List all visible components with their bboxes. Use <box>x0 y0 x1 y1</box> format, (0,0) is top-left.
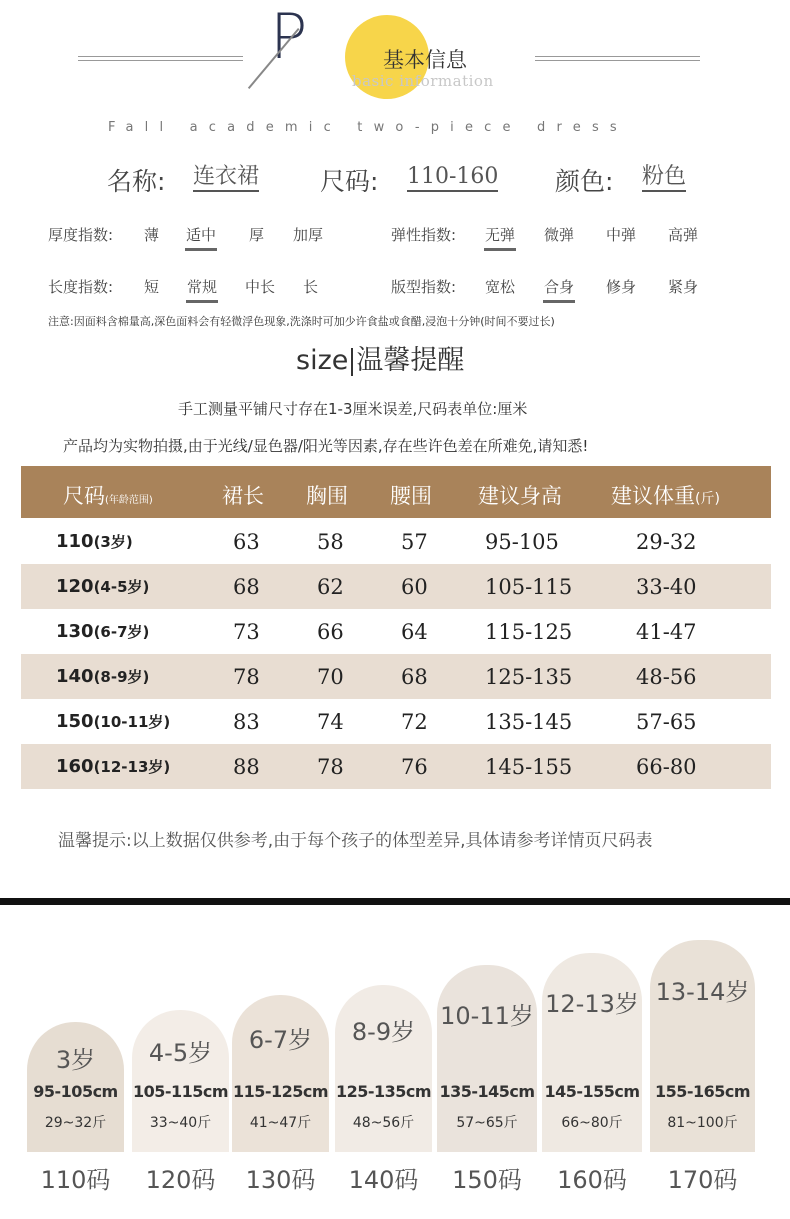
cell-height: 95-105 <box>485 530 559 554</box>
size-section-title <box>296 338 464 377</box>
cell-waist: 64 <box>401 620 428 644</box>
cell-waist: 60 <box>401 575 428 599</box>
size-card-height: 105-115cm <box>132 1082 229 1101</box>
cell-waist: 68 <box>401 665 428 689</box>
size-card-age: 3岁 <box>55 1046 96 1074</box>
cell-chest: 74 <box>317 710 344 734</box>
cell-size: 150(10-11岁) <box>56 711 171 732</box>
header-badge-letter: P <box>270 0 308 73</box>
cell-weight: 48-56 <box>636 665 697 689</box>
elasticity-label: 弹性指数: <box>391 226 457 244</box>
cell-length: 73 <box>233 620 260 644</box>
cell-waist: 76 <box>401 755 428 779</box>
size-card-age: 13-14岁 <box>655 978 750 1006</box>
thickness-option: 薄 <box>144 226 160 244</box>
color-label: 颜色: <box>555 167 614 196</box>
th-size-label: 尺码 <box>63 484 105 508</box>
cell-weight: 57-65 <box>636 710 697 734</box>
cell-weight: 41-47 <box>636 620 697 644</box>
cell-weight: 66-80 <box>636 755 697 779</box>
th-length: 裙长 <box>222 484 264 508</box>
cell-size: 160(12-13岁) <box>56 756 171 777</box>
size-value: 110-160 <box>407 164 498 192</box>
th-weight-unit: (斤) <box>695 491 720 507</box>
elasticity-option: 微弹 <box>544 226 575 244</box>
color-value: 粉色 <box>642 164 686 192</box>
cell-size: 120(4-5岁) <box>56 576 150 597</box>
size-card-height: 115-125cm <box>232 1082 329 1101</box>
size-card-weight: 29~32斤 <box>44 1115 107 1131</box>
cell-size: 130(6-7岁) <box>56 621 150 642</box>
cell-length: 83 <box>233 710 260 734</box>
cell-weight: 29-32 <box>636 530 697 554</box>
header-title-cn: 基本信息 <box>383 48 467 72</box>
cell-length: 88 <box>233 755 260 779</box>
size-card-size: 130码 <box>245 1166 316 1194</box>
cell-chest: 70 <box>317 665 344 689</box>
fit-option: 紧身 <box>668 278 699 296</box>
header-right-rule <box>535 56 700 61</box>
size-card-weight: 48~56斤 <box>352 1115 415 1131</box>
length-label: 长度指数: <box>48 278 114 296</box>
warm-tip: 温馨提示:以上数据仅供参考,由于每个孩子的体型差异,具体请参考详情页尺码表 <box>58 831 653 851</box>
thickness-option: 加厚 <box>293 226 324 244</box>
cell-waist: 57 <box>401 530 428 554</box>
name-value: 连衣裙 <box>193 164 259 192</box>
size-title-a: size <box>296 345 349 376</box>
size-card-height: 95-105cm <box>33 1082 118 1101</box>
cell-height: 125-135 <box>485 665 573 689</box>
elasticity-option: 中弹 <box>606 226 637 244</box>
size-title-b: 温馨提醒 <box>356 345 465 376</box>
th-size-sub: (年龄范围) <box>105 495 153 506</box>
cell-chest: 78 <box>317 755 344 779</box>
size-card-weight: 81~100斤 <box>667 1115 738 1131</box>
measure-note: 手工测量平铺尺寸存在1-3厘米误差,尺码表单位:厘米 <box>178 400 528 418</box>
cell-height: 135-145 <box>485 710 573 734</box>
size-card-size: 120码 <box>145 1166 216 1194</box>
fit-option: 宽松 <box>485 278 516 296</box>
cell-weight: 33-40 <box>636 575 697 599</box>
th-waist: 腰围 <box>390 484 432 508</box>
length-option: 短 <box>144 278 160 296</box>
length-option: 中长 <box>245 278 276 296</box>
section-divider <box>0 898 790 905</box>
size-card-size: 140码 <box>348 1166 419 1194</box>
length-option-selected: 常规 <box>186 276 218 303</box>
cell-size: 140(8-9岁) <box>56 666 150 687</box>
cell-height: 105-115 <box>485 575 573 599</box>
cell-height: 115-125 <box>485 620 573 644</box>
size-title-divider <box>351 348 353 376</box>
size-card-age: 4-5岁 <box>148 1039 213 1067</box>
th-weight <box>611 480 720 510</box>
fit-option: 修身 <box>606 278 637 296</box>
cell-height: 145-155 <box>485 755 573 779</box>
cell-length: 78 <box>233 665 260 689</box>
header-left-rule <box>78 56 243 61</box>
size-card-weight: 57~65斤 <box>456 1115 518 1131</box>
size-card-size: 150码 <box>452 1166 522 1194</box>
size-card-age: 8-9岁 <box>351 1018 416 1046</box>
size-card-height: 155-165cm <box>654 1082 751 1101</box>
size-card-weight: 33~40斤 <box>149 1115 212 1131</box>
th-height: 建议身高 <box>478 484 562 508</box>
th-chest: 胸围 <box>306 484 348 508</box>
size-card-height: 145-155cm <box>544 1082 640 1101</box>
photo-note: 产品均为实物拍摄,由于光线/显色器/阳光等因素,存在些许色差在所难免,请知悉! <box>63 437 589 455</box>
size-card-size: 110码 <box>40 1166 111 1194</box>
cell-length: 63 <box>233 530 260 554</box>
elasticity-option-selected: 无弹 <box>484 224 516 251</box>
thickness-option: 厚 <box>249 226 265 244</box>
cell-size: 110(3岁) <box>56 531 133 552</box>
length-option: 长 <box>303 278 319 296</box>
name-label: 名称: <box>107 167 166 196</box>
fit-label: 版型指数: <box>391 278 457 296</box>
th-weight-label: 建议体重 <box>611 484 695 508</box>
size-card-age: 10-11岁 <box>440 1002 534 1030</box>
size-card-height: 125-135cm <box>335 1082 432 1101</box>
cell-length: 68 <box>233 575 260 599</box>
size-card-weight: 66~80斤 <box>561 1115 623 1131</box>
cell-chest: 66 <box>317 620 344 644</box>
washing-note: 注意:因面料含棉量高,深色面料会有轻微浮色现象,洗涤时可加少许食盐或食醋,浸泡十分钟(时间不要过长) <box>48 315 555 328</box>
cell-waist: 72 <box>401 710 428 734</box>
thickness-label: 厚度指数: <box>48 226 114 244</box>
th-size <box>63 480 153 510</box>
fit-option-selected: 合身 <box>543 276 575 303</box>
size-card-weight: 41~47斤 <box>249 1115 312 1131</box>
cell-chest: 62 <box>317 575 344 599</box>
header-title-en: basic information <box>352 72 494 90</box>
elasticity-option: 高弹 <box>668 226 699 244</box>
size-card-size: 160码 <box>557 1166 627 1194</box>
size-card-size: 170码 <box>667 1166 738 1194</box>
thickness-option-selected: 适中 <box>185 224 217 251</box>
cell-chest: 58 <box>317 530 344 554</box>
size-label: 尺码: <box>320 167 379 196</box>
size-card-height: 135-145cm <box>439 1082 535 1101</box>
header-subtitle: Fall academic two-piece dress <box>108 120 628 135</box>
size-card-age: 12-13岁 <box>545 990 639 1018</box>
size-card-age: 6-7岁 <box>248 1026 313 1054</box>
